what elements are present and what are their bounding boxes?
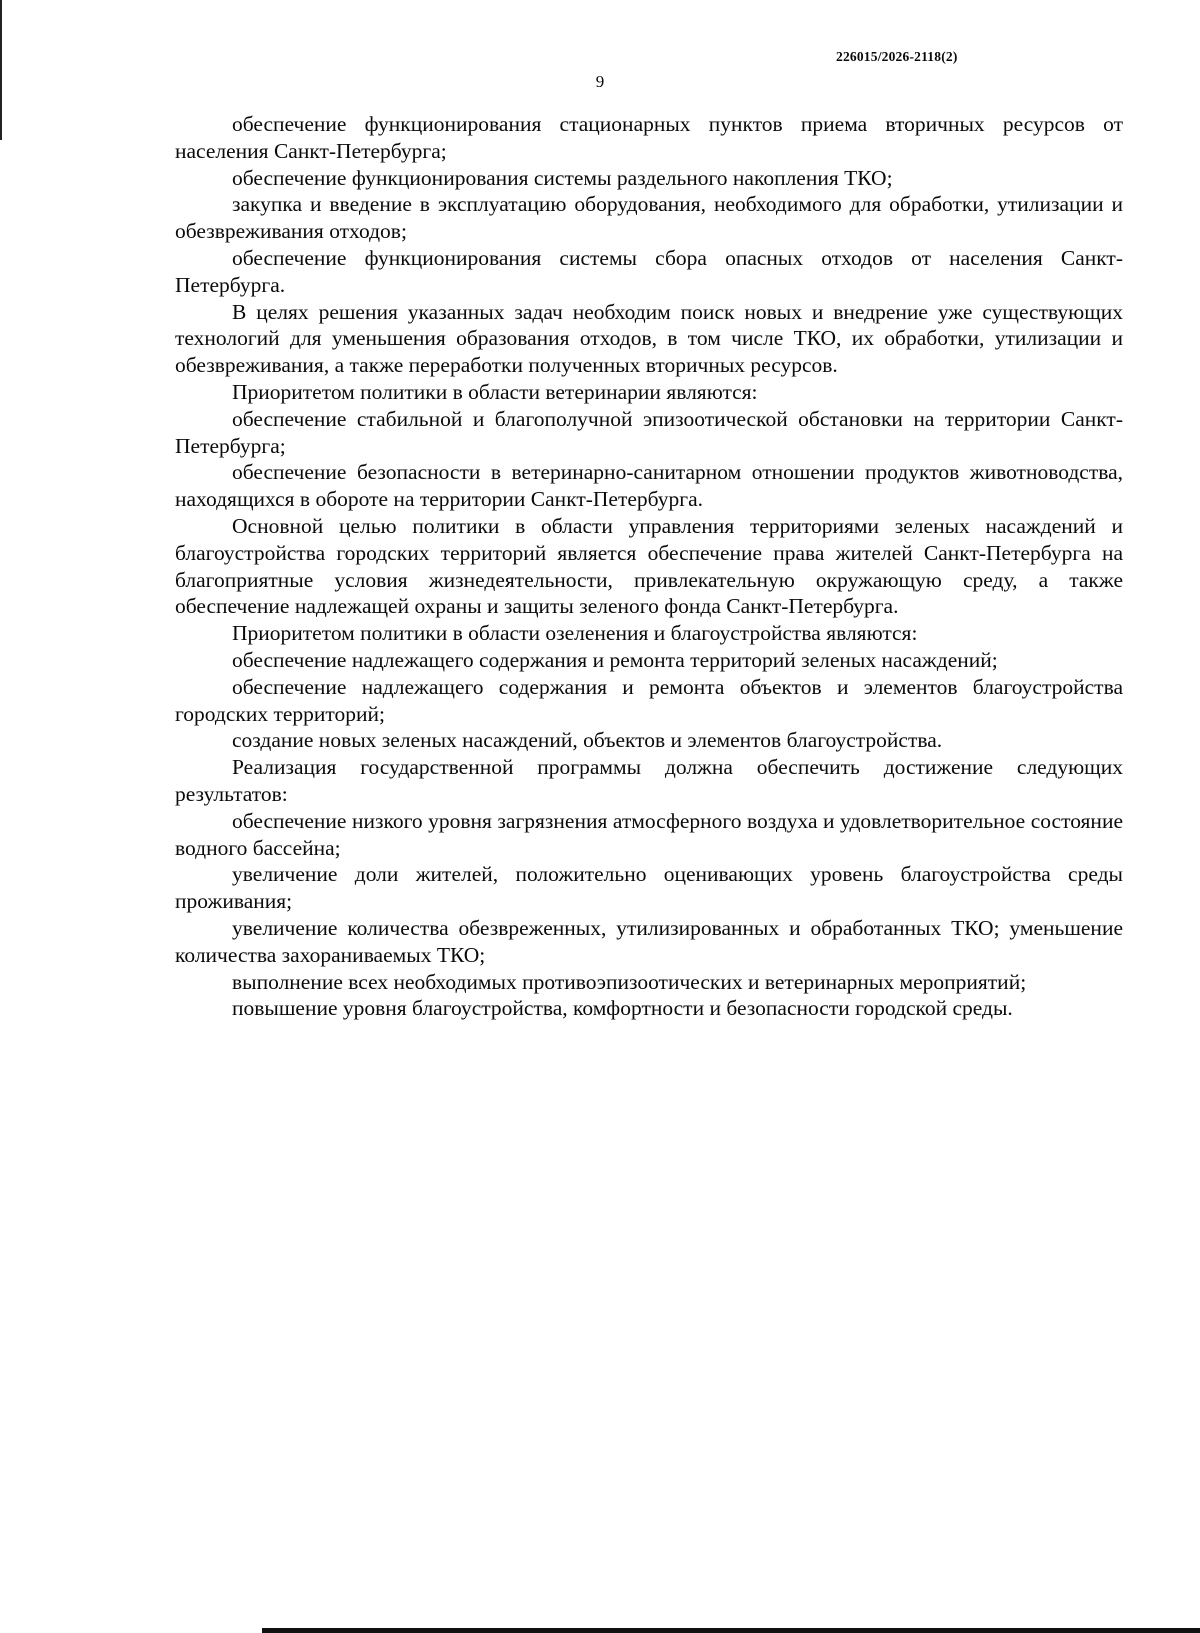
paragraph-livestock-safety: обеспечение безопасности в ветеринарно-санитарном отношении продуктов животноводства, находящихся в обороте на территории Санкт-Петербурга.	[175, 460, 1123, 512]
document-body	[175, 111, 1123, 1022]
paragraph-veterinary-priority: Приоритетом политики в области ветеринарии являются:	[232, 379, 758, 404]
document-id: 226015/2026-2118(2)	[836, 49, 958, 64]
paragraph-separate-collection: обеспечение функционирования системы раздельного накопления ТКО;	[232, 165, 893, 190]
scan-edge-bottom	[262, 1628, 1200, 1633]
paragraph-residents-satisfaction: увеличение доли жителей, положительно оценивающих уровень благоустройства среды проживания;	[175, 862, 1123, 914]
paragraph-technologies: В целях решения указанных задач необходим поиск новых и внедрение уже существующих технологий для уменьшения образования отходов, в том числе ТКО, их обработки, утилизации и обезвреживания, а также переработки полученных вторичных ресурсов.	[175, 299, 1123, 378]
paragraph-green-maintenance: обеспечение надлежащего содержания и ремонта территорий зеленых насаждений;	[232, 647, 998, 672]
paragraph-recycling-points: обеспечение функционирования стационарных пунктов приема вторичных ресурсов от населения Санкт-Петербурга;	[175, 112, 1123, 163]
paragraph-program-results: Реализация государственной программы должна обеспечить достижение следующих результатов:	[175, 755, 1123, 806]
paragraph-air-quality: обеспечение низкого уровня загрязнения атмосферного воздуха и удовлетворительное состояние водного бассейна;	[175, 808, 1123, 860]
paragraph-landscaping-priority: Приоритетом политики в области озеленения и благоустройства являются:	[232, 621, 918, 646]
paragraph-epizootic-situation: обеспечение стабильной и благополучной эпизоотической обстановки на территории Санкт-Петербурга;	[175, 406, 1123, 458]
page-number: 9	[595, 72, 605, 91]
scan-edge-left	[0, 0, 2, 140]
paragraph-urban-environment: повышение уровня благоустройства, комфортности и безопасности городской среды.	[232, 996, 1013, 1021]
paragraph-veterinary-measures: выполнение всех необходимых противоэпизоотических и ветеринарных мероприятий;	[232, 969, 1027, 994]
paragraph-equipment-purchase: закупка и введение в эксплуатацию оборудования, необходимого для обработки, утилизации и обезвреживания отходов;	[175, 192, 1123, 244]
paragraph-new-plantings: создание новых зеленых насаждений, объектов и элементов благоустройства.	[232, 728, 943, 753]
paragraph-waste-processing: увеличение количества обезвреженных, утилизированных и обработанных ТКО; уменьшение количества захораниваемых ТКО;	[175, 915, 1123, 967]
paragraph-green-areas-goal: Основной целью политики в области управления территориями зеленых насаждений и благоустройства городских территорий является обеспечение права жителей Санкт-Петербурга на благоприятные условия жизнедеятельности, привлекательную окружающую среду, а также обеспечение надлежащей охраны и защиты зеленого фонда Санкт-Петербурга.	[175, 513, 1123, 619]
paragraph-improvement-maintenance: обеспечение надлежащего содержания и ремонта объектов и элементов благоустройства городских территорий;	[175, 674, 1123, 726]
paragraph-hazardous-waste: обеспечение функционирования системы сбора опасных отходов от населения Санкт-Петербурга.	[175, 245, 1123, 297]
